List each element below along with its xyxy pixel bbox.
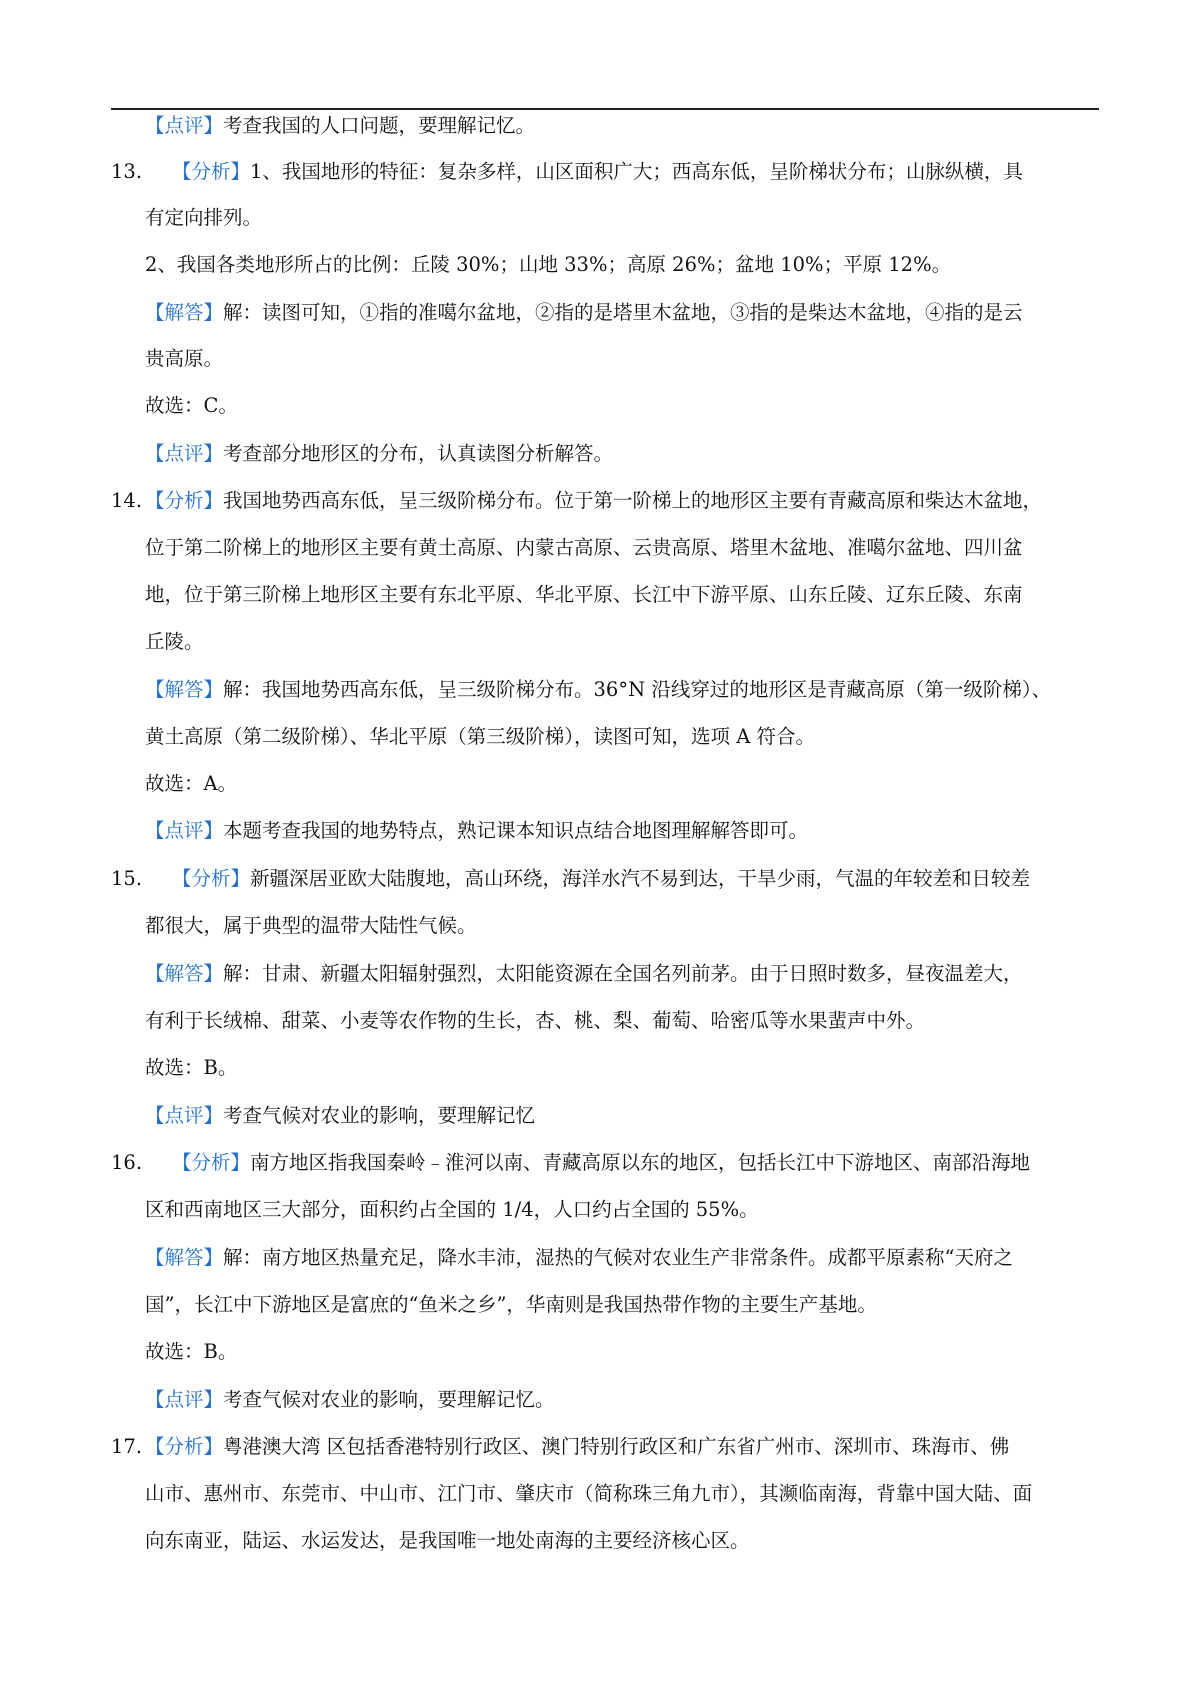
line-text: 考查气候对农业的影响，要理解记忆 bbox=[223, 1104, 536, 1127]
line-text: 1、我国地形的特征：复杂多样，山区面积广大；西高东低，呈阶梯状分布；山脉纵横，具 bbox=[250, 160, 1023, 183]
question-number: 13. bbox=[111, 160, 143, 183]
line-text: 故选：C。 bbox=[145, 394, 238, 417]
text-line bbox=[145, 204, 262, 232]
line-text: 解：南方地区热量充足，降水丰沛，湿热的气候对农业生产非常条件。成都平原素称“天府之 bbox=[223, 1246, 1013, 1269]
text-line bbox=[145, 1291, 877, 1319]
text-line bbox=[111, 865, 1030, 893]
line-text: 地，位于第三阶梯上地形区主要有东北平原、华北平原、长江中下游平原、山东丘陵、辽东丘陵、东南 bbox=[145, 583, 1023, 606]
text-line bbox=[111, 158, 1023, 186]
text-line bbox=[145, 628, 204, 656]
line-text: 故选：A。 bbox=[145, 772, 238, 795]
line-text: 位于第二阶梯上的地形区主要有黄土高原、内蒙古高原、云贵高原、塔里木盆地、准噶尔盆地、四川盆 bbox=[145, 536, 1023, 559]
line-text: 黄土高原（第二级阶梯）、华北平原（第三级阶梯），读图可知，选项 A 符合。 bbox=[145, 725, 815, 748]
section-tag: 【解答】 bbox=[145, 678, 224, 701]
text-line bbox=[145, 112, 535, 140]
text-line bbox=[111, 487, 1042, 515]
line-text: 故选：B。 bbox=[145, 1340, 238, 1363]
text-line bbox=[145, 534, 1023, 562]
section-tag: 【解答】 bbox=[145, 962, 224, 985]
section-tag: 【点评】 bbox=[145, 114, 224, 137]
line-text: 山市、惠州市、东莞市、中山市、江门市、肇庆市（简称珠三角九市），其濒临南海，背靠中国大陆、面 bbox=[145, 1482, 1033, 1505]
text-line bbox=[145, 1338, 237, 1366]
line-text: 本题考查我国的地势特点，熟记课本知识点结合地图理解解答即可。 bbox=[223, 819, 809, 842]
line-text: 考查我国的人口问题，要理解记忆。 bbox=[223, 114, 536, 137]
text-line bbox=[145, 1007, 925, 1035]
text-line bbox=[145, 817, 808, 845]
text-line bbox=[145, 1244, 1013, 1272]
text-line bbox=[145, 723, 815, 751]
question-number: 14. bbox=[111, 489, 143, 512]
line-text: 解：甘肃、新疆太阳辐射强烈，太阳能资源在全国名列前茅。由于日照时数多，昼夜温差大， bbox=[223, 962, 1023, 985]
line-text: 丘陵。 bbox=[145, 630, 204, 653]
line-text: 贵高原。 bbox=[145, 347, 224, 370]
line-text: 区和西南地区三大部分，面积约占全国的 1/4，人口约占全国的 55%。 bbox=[145, 1198, 759, 1221]
section-tag: 【分析】 bbox=[172, 160, 251, 183]
section-tag: 【点评】 bbox=[145, 442, 224, 465]
section-tag: 【解答】 bbox=[145, 301, 224, 324]
section-tag: 【分析】 bbox=[172, 1151, 251, 1174]
line-text: 我国地势西高东低，呈三级阶梯分布。位于第一阶梯上的地形区主要有青藏高原和柴达木盆地， bbox=[223, 489, 1043, 512]
text-line bbox=[111, 1149, 1030, 1177]
text-line bbox=[145, 1196, 759, 1224]
line-text: 考查部分地形区的分布，认真读图分析解答。 bbox=[223, 442, 614, 465]
text-line bbox=[145, 1480, 1032, 1508]
line-text: 解：读图可知，①指的准噶尔盆地，②指的是塔里木盆地，③指的是柴达木盆地，④指的是云 bbox=[223, 301, 1023, 324]
line-text: 故选：B。 bbox=[145, 1056, 238, 1079]
text-line bbox=[145, 770, 237, 798]
line-text: 向东南亚，陆运、水运发达，是我国唯一地处南海的主要经济核心区。 bbox=[145, 1529, 750, 1552]
line-text: 解：我国地势西高东低，呈三级阶梯分布。36°N 沿线穿过的地形区是青藏高原（第一级阶梯）、 bbox=[223, 678, 1052, 701]
line-text: 考查气候对农业的影响，要理解记忆。 bbox=[223, 1388, 555, 1411]
text-line bbox=[111, 1433, 1009, 1461]
question-number: 15. bbox=[111, 867, 143, 890]
question-number: 17. bbox=[111, 1435, 143, 1458]
text-line bbox=[145, 251, 951, 279]
line-text: 国”，长江中下游地区是富庶的“鱼米之乡”，华南则是我国热带作物的主要生产基地。 bbox=[145, 1293, 877, 1316]
line-text: 有定向排列。 bbox=[145, 206, 263, 229]
section-tag: 【分析】 bbox=[145, 1435, 224, 1458]
text-line bbox=[145, 1527, 750, 1555]
text-line bbox=[145, 392, 238, 420]
section-tag: 【点评】 bbox=[145, 1104, 224, 1127]
text-line bbox=[145, 345, 223, 373]
header-rule bbox=[111, 108, 1099, 110]
line-text: 南方地区指我国秦岭﹣淮河以南、青藏高原以东的地区，包括长江中下游地区、南部沿海地 bbox=[250, 1151, 1031, 1174]
section-tag: 【分析】 bbox=[172, 867, 251, 890]
text-line bbox=[145, 1102, 535, 1130]
section-tag: 【点评】 bbox=[145, 819, 224, 842]
line-text: 有利于长绒棉、甜菜、小麦等农作物的生长，杏、桃、梨、葡萄、哈密瓜等水果蜚声中外。 bbox=[145, 1009, 926, 1032]
text-line bbox=[145, 1386, 555, 1414]
text-line bbox=[145, 676, 1051, 704]
line-text: 都很大，属于典型的温带大陆性气候。 bbox=[145, 914, 477, 937]
section-tag: 【点评】 bbox=[145, 1388, 224, 1411]
text-line bbox=[145, 299, 1023, 327]
text-line bbox=[145, 1054, 237, 1082]
question-number: 16. bbox=[111, 1151, 143, 1174]
text-line bbox=[145, 440, 613, 468]
text-line bbox=[145, 960, 1023, 988]
section-tag: 【分析】 bbox=[145, 489, 224, 512]
text-line bbox=[145, 912, 477, 940]
line-text: 新疆深居亚欧大陆腹地，高山环绕，海洋水汽不易到达，干旱少雨，气温的年较差和日较差 bbox=[250, 867, 1031, 890]
text-line bbox=[145, 581, 1023, 609]
section-tag: 【解答】 bbox=[145, 1246, 224, 1269]
line-text: 2、我国各类地形所占的比例：丘陵 30%；山地 33%；高原 26%；盆地 10%；平原 12%。 bbox=[145, 253, 952, 276]
line-text: 粤港澳大湾 区包括香港特别行政区、澳门特别行政区和广东省广州市、深圳市、珠海市、佛 bbox=[223, 1435, 1010, 1458]
